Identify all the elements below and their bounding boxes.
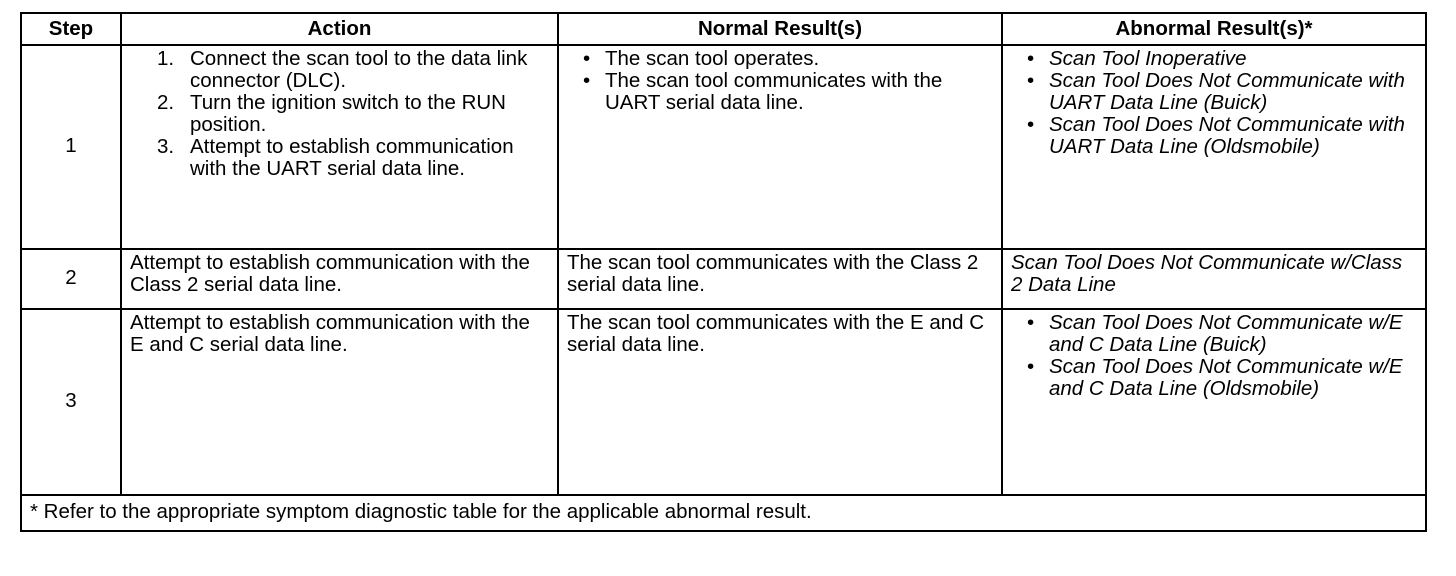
step-number: 1	[21, 45, 121, 249]
action-cell: Attempt to establish communication with the E and C serial data line.	[121, 309, 558, 495]
header-step: Step	[21, 13, 121, 45]
abnormal-result-text: Scan Tool Inoperative	[1049, 47, 1247, 70]
step-number: 2	[21, 249, 121, 309]
footnote-row	[21, 495, 1426, 531]
abnormal-result-link[interactable]	[1011, 356, 1417, 400]
action-item	[130, 136, 549, 180]
normal-result-item	[567, 48, 993, 70]
action-text: Turn the ignition switch to the RUN position.	[190, 91, 506, 136]
abnormal-result-list	[1011, 48, 1417, 158]
action-number: 1.	[157, 47, 175, 70]
bullet-icon: •	[1027, 311, 1035, 334]
header-action: Action	[121, 13, 558, 45]
action-cell	[121, 45, 558, 249]
header-normal-results: Normal Result(s)	[558, 13, 1002, 45]
bullet-icon: •	[583, 69, 591, 92]
abnormal-result-link[interactable]	[1011, 312, 1417, 356]
normal-result-cell	[558, 45, 1002, 249]
abnormal-result-cell	[1002, 45, 1426, 249]
bullet-icon: •	[1027, 47, 1035, 70]
action-cell: Attempt to establish communication with the Class 2 serial data line.	[121, 249, 558, 309]
abnormal-result-link[interactable]	[1011, 70, 1417, 114]
abnormal-result-link[interactable]: Scan Tool Does Not Communicate w/Class 2 Data Line	[1002, 249, 1426, 309]
bullet-icon: •	[583, 47, 591, 70]
abnormal-result-cell	[1002, 309, 1426, 495]
header-row	[21, 13, 1426, 45]
action-number: 3.	[157, 135, 175, 158]
action-item	[130, 48, 549, 92]
normal-result-list	[567, 48, 993, 114]
bullet-icon: •	[1027, 69, 1035, 92]
bullet-icon: •	[1027, 355, 1035, 378]
action-text: Connect the scan tool to the data link connector (DLC).	[190, 47, 528, 92]
action-text: Attempt to establish communication with the UART serial data line.	[190, 135, 514, 180]
header-abnormal-results: Abnormal Result(s)*	[1002, 13, 1426, 45]
abnormal-result-link[interactable]	[1011, 114, 1417, 158]
abnormal-result-list	[1011, 312, 1417, 400]
normal-result-cell: The scan tool communicates with the E and C serial data line.	[558, 309, 1002, 495]
normal-result-item	[567, 70, 993, 114]
action-item	[130, 92, 549, 136]
abnormal-result-text: Scan Tool Does Not Communicate with UART Data Line (Buick)	[1049, 69, 1405, 114]
abnormal-result-text: Scan Tool Does Not Communicate w/E and C Data Line (Oldsmobile)	[1049, 355, 1403, 400]
table-row	[21, 45, 1426, 249]
normal-result-cell: The scan tool communicates with the Class 2 serial data line.	[558, 249, 1002, 309]
table-row	[21, 249, 1426, 309]
abnormal-result-text: Scan Tool Does Not Communicate with UART Data Line (Oldsmobile)	[1049, 113, 1405, 158]
diagnostic-table	[20, 12, 1427, 532]
action-number: 2.	[157, 91, 175, 114]
footnote: * Refer to the appropriate symptom diagnostic table for the applicable abnormal result.	[21, 495, 1426, 531]
abnormal-result-link[interactable]	[1011, 48, 1417, 70]
step-number: 3	[21, 309, 121, 495]
abnormal-result-text: Scan Tool Does Not Communicate w/E and C Data Line (Buick)	[1049, 311, 1403, 356]
action-list	[130, 48, 549, 180]
normal-result-text: The scan tool operates.	[605, 47, 820, 70]
normal-result-text: The scan tool communicates with the UART serial data line.	[605, 69, 943, 114]
table-row	[21, 309, 1426, 495]
bullet-icon: •	[1027, 113, 1035, 136]
